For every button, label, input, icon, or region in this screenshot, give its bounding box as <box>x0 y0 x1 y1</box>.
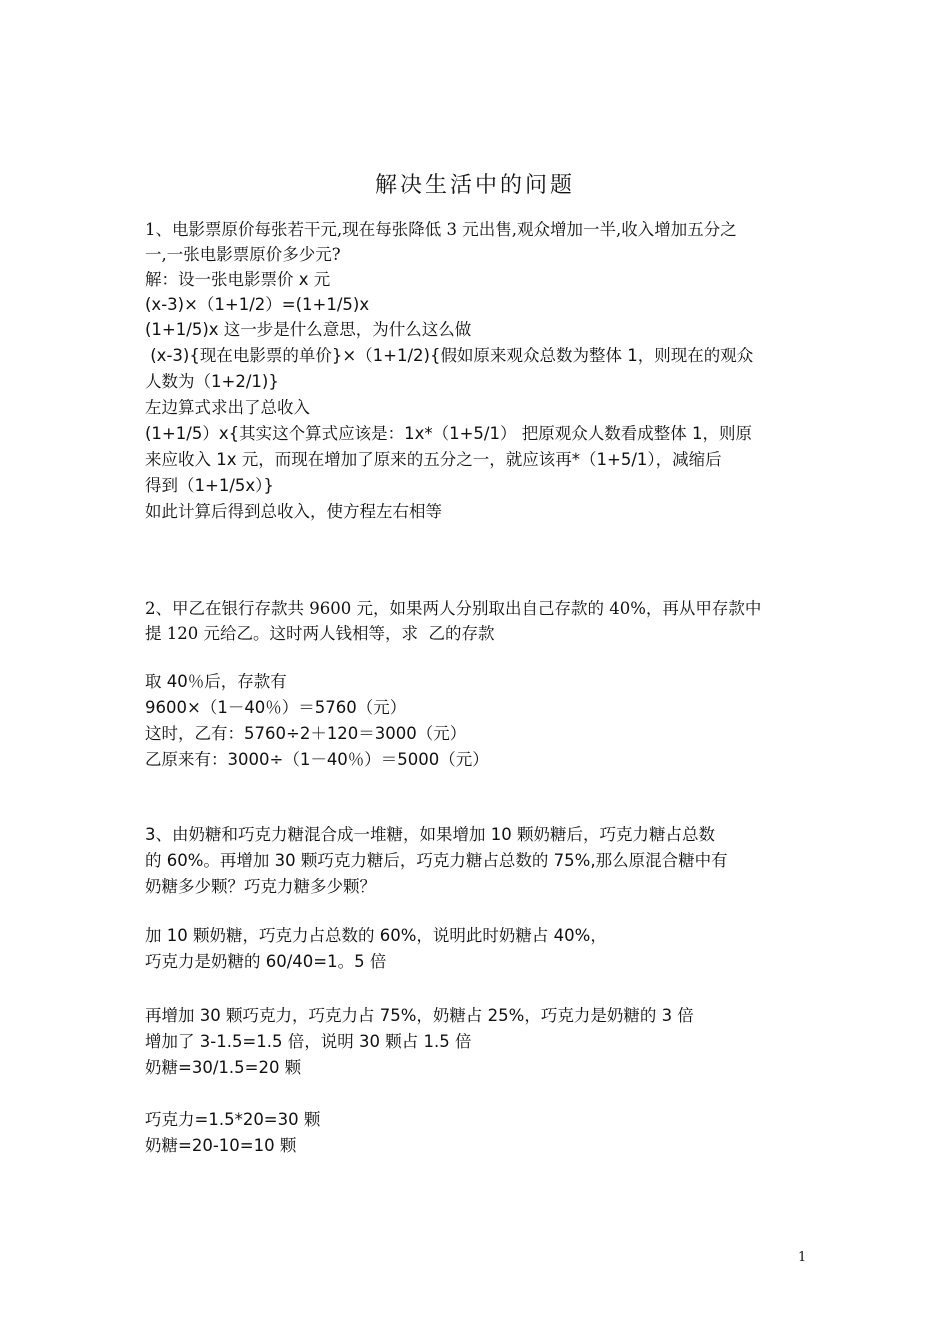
problem1-solution-line: 得到（1+1/5x）} <box>145 476 274 495</box>
problem3-question-line: 3、由奶糖和巧克力糖混合成一堆糖，如果增加 10 颗奶糖后，巧克力糖占总数 <box>145 825 715 844</box>
problem3-solution-line: 巧克力=1.5*20=30 颗 <box>145 1110 321 1129</box>
page-number: 1 <box>798 1250 807 1265</box>
problem3-solution-line: 奶糖=20-10=10 颗 <box>145 1136 297 1155</box>
problem1-solution-line: (1+1/5）x{其实这个算式应该是：1x*（1+5/1） 把原观众人数看成整体 1，则原 <box>145 424 752 443</box>
problem2-question-line2: 提 120 元给乙。这时两人钱相等，求 乙的存款 <box>145 624 495 643</box>
page-title: 解决生活中的问题 <box>374 173 575 198</box>
problem1-solution-line: (x-3){现在电影票的单价}×（1+1/2){假如原来观众总数为整体 1，则现在的观众 <box>145 346 754 365</box>
problem3-solution-line: 奶糖=30/1.5=20 颗 <box>145 1058 302 1077</box>
problem3-solution-line: 巧克力是奶糖的 60/40=1。5 倍 <box>145 952 387 971</box>
problem2-solution-line: 9600×（1－40％）＝5760（元） <box>145 698 407 717</box>
problem1-solution-line: 解：设一张电影票价 x 元 <box>145 270 331 289</box>
problem3-question-line: 的 60%。再增加 30 颗巧克力糖后，巧克力糖占总数的 75%,那么原混合糖中有 <box>145 851 728 870</box>
problem1-solution-line: (x-3)×（1+1/2）=(1+1/5)x <box>145 295 370 314</box>
problem2-solution-line: 取 40％后，存款有 <box>145 672 287 691</box>
problem3-question-line: 奶糖多少颗？巧克力糖多少颗？ <box>145 877 376 896</box>
problem2-solution-line: 这时，乙有：5760÷2＋120＝3000（元） <box>145 724 467 743</box>
problem1-solution-line: 如此计算后得到总收入，使方程左右相等 <box>145 502 442 521</box>
problem1-solution-line: (1+1/5)x 这一步是什么意思，为什么这么做 <box>145 320 472 339</box>
problem1-question-line1: 1、电影票原价每张若干元,现在每张降低 3 元出售,观众增加一半,收入增加五分之 <box>145 220 737 239</box>
problem3-solution-line: 加 10 颗奶糖，巧克力占总数的 60%，说明此时奶糖占 40%， <box>145 926 607 945</box>
problem3-solution-line: 增加了 3-1.5=1.5 倍，说明 30 颗占 1.5 倍 <box>145 1032 472 1051</box>
problem1-solution-line: 左边算式求出了总收入 <box>145 398 310 417</box>
problem1-question-line2: 一,一张电影票原价多少元? <box>145 245 341 264</box>
problem2-question-line1: 2、甲乙在银行存款共 9600 元，如果两人分别取出自己存款的 40%，再从甲存款中 <box>145 599 762 618</box>
problem2-solution-line: 乙原来有：3000÷（1－40％）＝5000（元） <box>145 750 489 769</box>
problem1-solution-line: 人数为（1+2/1)} <box>145 372 279 391</box>
problem1-solution-line: 来应收入 1x 元，而现在增加了原来的五分之一，就应该再*（1+5/1），减缩后 <box>145 450 722 469</box>
problem3-solution-line: 再增加 30 颗巧克力，巧克力占 75%，奶糖占 25%，巧克力是奶糖的 3 倍 <box>145 1006 694 1025</box>
